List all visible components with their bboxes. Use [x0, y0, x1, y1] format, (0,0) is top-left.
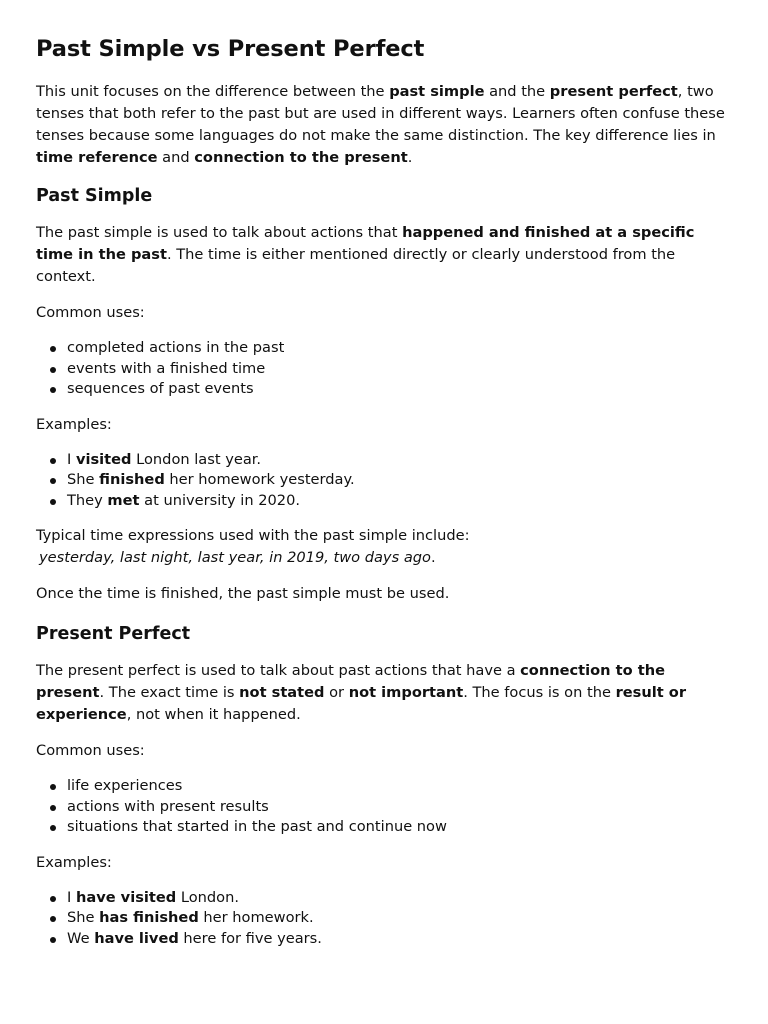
example-text: London last year.	[131, 450, 262, 468]
past-simple-uses-label: Common uses:	[36, 304, 145, 321]
bullet-icon	[50, 825, 56, 831]
bullet-icon	[50, 367, 56, 373]
example-text: She	[67, 471, 100, 488]
example-text: London.	[176, 888, 239, 906]
past-simple-examples-list	[36, 450, 732, 512]
example-item	[50, 491, 732, 512]
bullet-icon	[50, 805, 56, 811]
intro-bold-past-simple: past simple	[389, 83, 485, 100]
bullet-icon	[50, 458, 56, 464]
description-text: The past simple is used to talk about actions that	[36, 224, 403, 241]
description-text: . The time is either mentioned directly or clearly understood from the context.	[36, 246, 676, 285]
intro-text: This unit focuses on the difference between the	[36, 83, 390, 100]
example-text: I	[67, 450, 76, 468]
description-text: , not when it happened.	[126, 706, 301, 723]
present-perfect-examples-label: Examples:	[36, 853, 112, 871]
example-text: at university in 2020.	[139, 491, 301, 509]
example-text: They	[67, 491, 108, 509]
example-text: She	[67, 909, 100, 926]
list-item-text: completed actions in the past	[67, 339, 285, 356]
time-expressions-paragraph	[36, 525, 732, 569]
list-item	[50, 776, 732, 797]
bullet-icon	[50, 937, 56, 943]
description-bold: connection to the present	[36, 662, 665, 701]
past-simple-examples-label: Examples:	[36, 415, 112, 433]
present-perfect-examples-list	[36, 888, 732, 950]
example-verb: have visited	[75, 888, 177, 906]
section-heading-present-perfect: Present Perfect	[36, 624, 191, 644]
bullet-icon	[50, 784, 56, 790]
time-expressions-label: Typical time expressions used with the past simple include:	[36, 527, 470, 544]
intro-bold-time-reference: time reference	[36, 149, 158, 166]
example-text: her homework.	[198, 909, 314, 926]
bullet-icon	[50, 346, 56, 352]
past-simple-note: Once the time is finished, the past simple must be used.	[36, 585, 450, 602]
time-expressions-end: .	[430, 549, 436, 566]
page-title: Past Simple vs Present Perfect	[36, 36, 425, 62]
section-heading-past-simple: Past Simple	[36, 186, 153, 206]
intro-text: and the	[484, 83, 550, 100]
example-verb: has finished	[99, 909, 199, 926]
past-simple-uses-list	[36, 338, 732, 400]
list-item-text: events with a finished time	[67, 359, 266, 377]
example-item	[50, 929, 732, 950]
example-item	[50, 888, 732, 909]
intro-text: .	[407, 149, 413, 166]
example-text: I	[67, 888, 76, 906]
list-item	[50, 379, 732, 400]
description-bold: not important	[348, 684, 464, 701]
example-verb: have lived	[94, 929, 179, 947]
time-expressions-line	[36, 547, 732, 569]
bullet-icon	[50, 916, 56, 922]
list-item-text: life experiences	[67, 777, 183, 794]
bullet-icon	[50, 387, 56, 393]
example-verb: finished	[99, 471, 165, 488]
description-text: . The focus is on the	[463, 684, 616, 701]
present-perfect-description	[36, 660, 732, 726]
present-perfect-uses-label: Common uses:	[36, 742, 145, 759]
intro-bold-connection: connection to the present	[194, 149, 408, 166]
list-item-text: situations that started in the past and continue now	[67, 818, 447, 835]
present-perfect-uses-list	[36, 776, 732, 838]
time-expressions-list: yesterday, last night, last year, in 2019, two days ago	[39, 549, 431, 566]
bullet-icon	[50, 896, 56, 902]
example-text: here for five years.	[178, 929, 322, 947]
example-verb: visited	[75, 450, 132, 468]
list-item-text: sequences of past events	[67, 380, 254, 397]
description-text: or	[324, 684, 349, 701]
example-item	[50, 908, 732, 929]
example-item	[50, 470, 732, 491]
description-bold: not stated	[239, 684, 325, 701]
intro-bold-present-perfect: present perfect	[549, 83, 678, 100]
bullet-icon	[50, 478, 56, 484]
past-simple-description	[36, 222, 732, 288]
example-text: We	[67, 929, 95, 947]
description-bold: result or experience	[36, 684, 687, 723]
bullet-icon	[50, 499, 56, 505]
list-item	[50, 359, 732, 380]
list-item	[50, 817, 732, 838]
intro-text: and	[157, 149, 195, 166]
example-verb: met	[107, 491, 140, 509]
description-text: . The exact time is	[99, 684, 240, 701]
description-text: The present perfect is used to talk about past actions that have a	[36, 662, 521, 679]
intro-paragraph	[36, 81, 732, 169]
example-item	[50, 450, 732, 471]
intro-text: , two tenses that both refer to the past but are used in different ways. Learners often confuse these tenses because some languages do not make the same distinction. The key difference lies in	[36, 83, 725, 144]
description-bold: happened and finished at a specific time in the past	[36, 224, 695, 263]
list-item-text: actions with present results	[67, 797, 269, 815]
example-text: her homework yesterday.	[164, 471, 355, 488]
list-item	[50, 797, 732, 818]
list-item	[50, 338, 732, 359]
